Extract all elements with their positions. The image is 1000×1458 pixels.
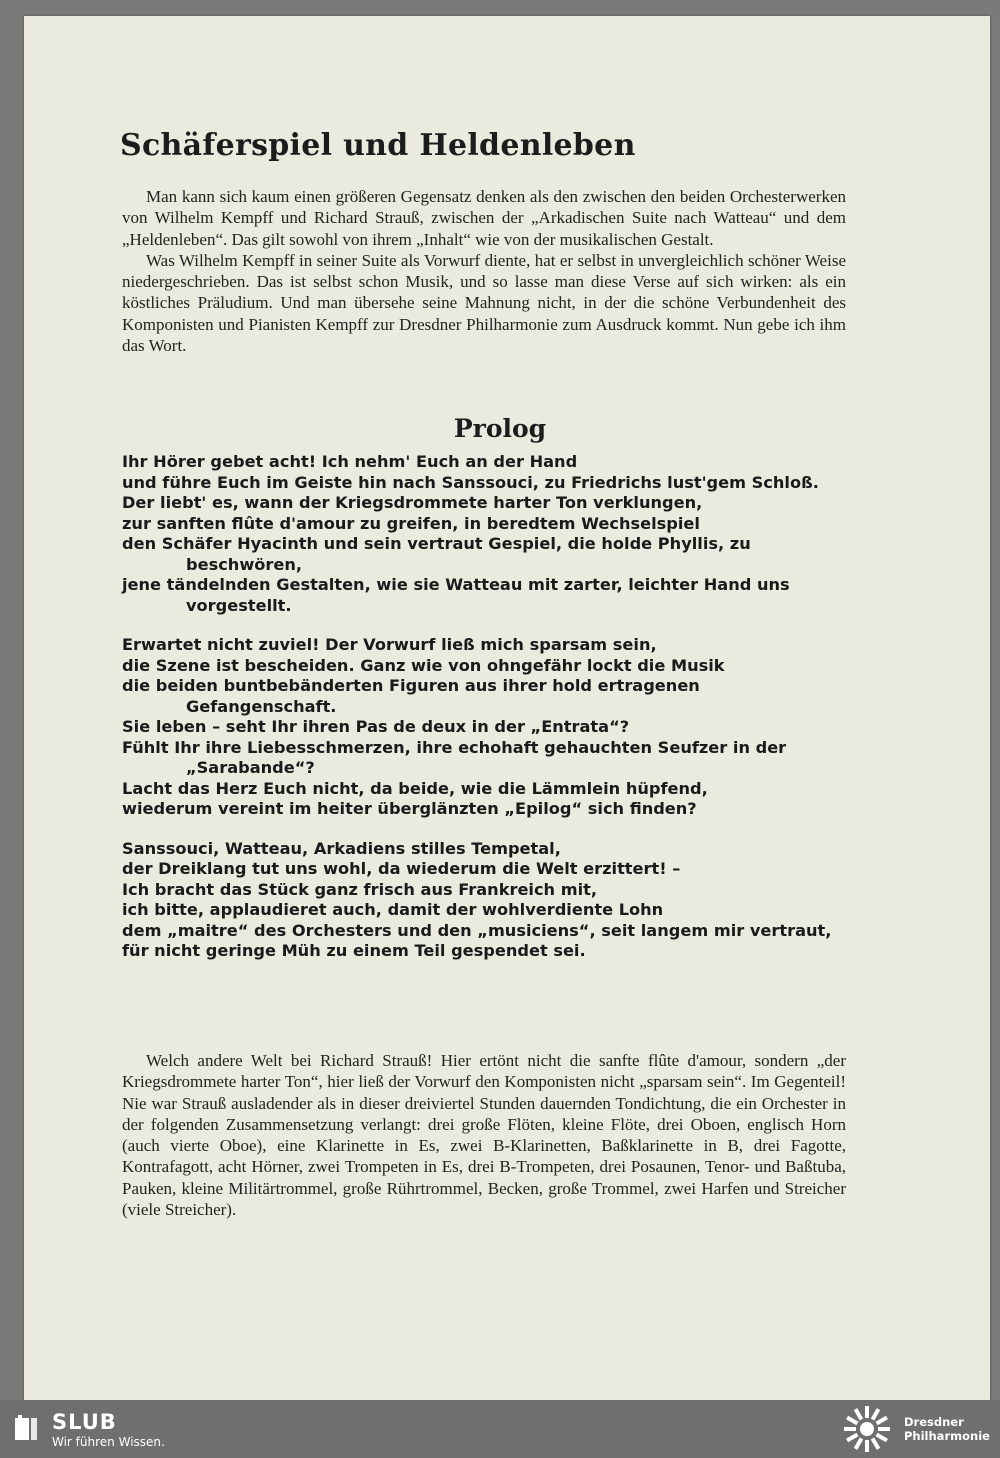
poem-verse: die beiden buntbebänderten Figuren aus ihrer hold ertragenen Gefangenschaft. (122, 676, 700, 716)
poem-verse: dem „maitre“ des Orchesters und den „musiciens“, seit langem mir vertraut, (122, 920, 832, 940)
poem-stanza (122, 839, 852, 962)
page-title: Schäferspiel und Heldenleben (120, 128, 636, 163)
philharmonie-logo-text (904, 1415, 990, 1443)
footer-bar (0, 1400, 1000, 1458)
poem-verse: Ich bracht das Stück ganz frisch aus Frankreich mit, (122, 879, 598, 899)
poem-verse: den Schäfer Hyacinth und sein vertraut Gespiel, die holde Phyllis, zu beschwören, (122, 534, 751, 574)
prolog-poem (122, 452, 852, 981)
philharmonie-name-line: Philharmonie (904, 1429, 990, 1443)
poem-verse: die Szene ist bescheiden. Ganz wie von ohngefähr lockt die Musik (122, 655, 725, 675)
poem-verse: Lacht das Herz Euch nicht, da beide, wie die Lämmlein hüpfend, (122, 778, 708, 798)
poem-verse: zur sanften flûte d'amour zu greifen, in beredtem Wechselspiel (122, 513, 700, 533)
poem-stanza (122, 635, 852, 820)
intro-paragraph: Was Wilhelm Kempff in seiner Suite als Vorwurf diente, hat er selbst in unvergleichlich schöner Weise niedergeschrieben. Das ist selbst schon Musik, und so lasse man diese Verse auf sich wirken: als ein köstliches Präludium. Und man übersehe seine Mahnung nicht, in der die schöne Verbundenheit des Komponisten und Pianisten Kempff zur Dresdner Philharmonie zum Ausdruck kommt. Nun gebe ich ihm das Wort. (122, 250, 846, 356)
poem-verse: jene tändelnden Gestalten, wie sie Watteau mit zarter, leichter Hand uns vorgestellt. (122, 575, 790, 615)
outro-text (122, 1050, 846, 1220)
poem-verse: ich bitte, applaudieret auch, damit der wohlverdiente Lohn (122, 900, 664, 919)
poem-verse: und führe Euch im Geiste hin nach Sanssouci, zu Friedrichs lust'gem Schloß. (122, 472, 819, 492)
poem-verse: Sie leben – seht Ihr ihren Pas de deux in der „Entrata“? (122, 717, 630, 736)
slub-book-icon (14, 1414, 38, 1442)
poem-verse: Ihr Hörer gebet acht! Ich nehm' Euch an der Hand (122, 452, 578, 471)
intro-text (122, 186, 846, 356)
slub-tagline: Wir führen Wissen. (52, 1435, 165, 1449)
poem-verse: Erwartet nicht zuviel! Der Vorwurf ließ mich sparsam sein, (122, 635, 657, 654)
prolog-heading: Prolog (453, 414, 547, 443)
slub-logo-text: SLUB (52, 1410, 117, 1434)
poem-verse: Fühlt Ihr ihre Liebesschmerzen, ihre echohaft gehauchten Seufzer in der „Sarabande“? (122, 737, 787, 777)
poem-verse: Sanssouci, Watteau, Arkadiens stilles Tempetal, (122, 838, 561, 858)
philharmonie-name-line: Dresdner (904, 1415, 964, 1429)
poem-stanza (122, 452, 852, 616)
intro-paragraph: Man kann sich kaum einen größeren Gegensatz denken als den zwischen den beiden Orchesterwerken von Wilhelm Kempff und Richard Strauß, zwischen der „Arkadischen Suite nach Watteau“ und dem „Heldenleben“. Das gilt sowohl von ihrem „Inhalt“ wie von der musikalischen Gestalt. (122, 187, 846, 249)
poem-verse: wiederum vereint im heiter überglänzten „Epilog“ sich finden? (122, 799, 697, 818)
poem-verse: für nicht geringe Müh zu einem Teil gespendet sei. (122, 941, 586, 960)
outro-paragraph: Welch andere Welt bei Richard Strauß! Hier ertönt nicht die sanfte flûte d'amour, sondern „der Kriegsdrommete harter Ton“, hier ließ der Vorwurf den Komponisten nicht „sparsam sein“. Im Gegenteil! Nie war Strauß ausladender als in dieser dreiviertel Stunden dauernden Tondichtung, die ein Orchester in der folgenden Zusammensetzung verlangt: drei große Flöten, kleine Flöte, drei Oboen, englisch Horn (auch vierte Oboe), eine Klarinette in Es, zwei B-Klarinetten, Baßklarinette in B, drei Fagotte, Kontrafagott, acht Hörner, zwei Trompeten in Es, drei B-Trompeten, drei Posaunen, Tenor- und Baßtuba, Pauken, kleine Militärtrommel, große Rührtrommel, Becken, große Trommel, zwei Harfen und Streicher (viele Streicher). (122, 1051, 846, 1220)
philharmonie-sun-icon (842, 1404, 892, 1454)
poem-verse: der Dreiklang tut uns wohl, da wiederum die Welt erzittert! – (122, 859, 681, 878)
poem-verse: Der liebt' es, wann der Kriegsdrommete harter Ton verklungen, (122, 493, 703, 512)
